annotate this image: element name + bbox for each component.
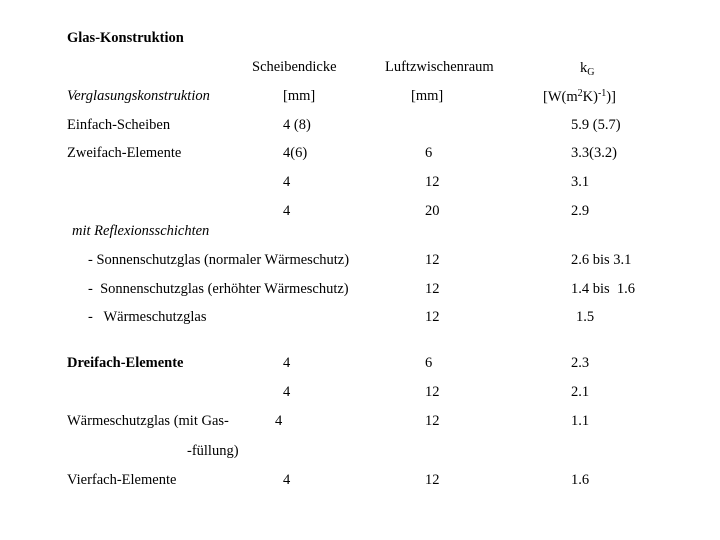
row-label: - Sonnenschutzglas (normaler Wärmeschutz)	[88, 252, 350, 268]
unit-k-mid: K)	[582, 89, 598, 105]
row-gap: 6	[425, 355, 433, 371]
row-k: 2.1	[571, 384, 590, 400]
row-thickness: 4	[275, 413, 283, 429]
row-thickness: 4	[283, 174, 291, 190]
row-k: 3.3(3.2)	[571, 145, 617, 161]
row-thickness: 4	[283, 355, 291, 371]
row-gap: 12	[425, 309, 440, 325]
row-gap: 6	[425, 145, 433, 161]
row-label-continuation: -füllung)	[187, 443, 239, 459]
unit-k-post: )]	[606, 89, 616, 105]
row-gap: 12	[425, 384, 440, 400]
row-gap: 12	[425, 252, 440, 268]
row-gap: 12	[425, 472, 440, 488]
row-label: Wärmeschutzglas (mit Gas-	[67, 413, 229, 429]
row-gap: 12	[425, 413, 440, 429]
row-label: - Sonnenschutzglas (erhöhter Wärmeschutz)	[88, 281, 349, 297]
row-k: 1.6	[571, 472, 590, 488]
unit-gap: [mm]	[411, 88, 444, 104]
unit-thickness: [mm]	[283, 88, 316, 104]
page-title: Glas-Konstruktion	[67, 30, 184, 46]
unit-k-sup1: 2	[577, 88, 583, 99]
row-label: - Wärmeschutzglas	[88, 309, 207, 325]
row-thickness: 4	[283, 203, 291, 219]
row-label: Einfach-Scheiben	[67, 117, 171, 133]
row-label: Vierfach-Elemente	[67, 472, 177, 488]
row-k: 2.3	[571, 355, 590, 371]
row-k: 1.4 bis 1.6	[571, 281, 636, 297]
row-gap: 20	[425, 203, 440, 219]
header-thickness: Scheibendicke	[252, 59, 337, 75]
unit-k	[543, 89, 616, 105]
row-k: 1.5	[576, 309, 595, 325]
row-thickness: 4 (8)	[283, 117, 311, 133]
section-label-reflexion: mit Reflexionsschichten	[72, 223, 210, 239]
row-thickness: 4	[283, 384, 291, 400]
unit-k-pre: [W(m	[543, 89, 578, 105]
unit-k-sup2: -1	[597, 88, 607, 99]
row-gap: 12	[425, 174, 440, 190]
row-label: Zweifach-Elemente	[67, 145, 182, 161]
row-label: Dreifach-Elemente	[67, 355, 184, 371]
header-kg-sub: G	[587, 67, 595, 78]
row-k: 3.1	[571, 174, 590, 190]
row-k: 1.1	[571, 413, 590, 429]
header-gap: Luftzwischenraum	[385, 59, 494, 75]
row-thickness: 4	[283, 472, 291, 488]
row-k: 2.9	[571, 203, 590, 219]
row-thickness: 4(6)	[283, 145, 308, 161]
row-k: 5.9 (5.7)	[571, 117, 621, 133]
row-header-label: Verglasungskonstruktion	[67, 88, 210, 104]
header-kg	[580, 61, 594, 78]
row-gap: 12	[425, 281, 440, 297]
header-kg-base: k	[580, 60, 588, 76]
row-k: 2.6 bis 3.1	[571, 252, 632, 268]
